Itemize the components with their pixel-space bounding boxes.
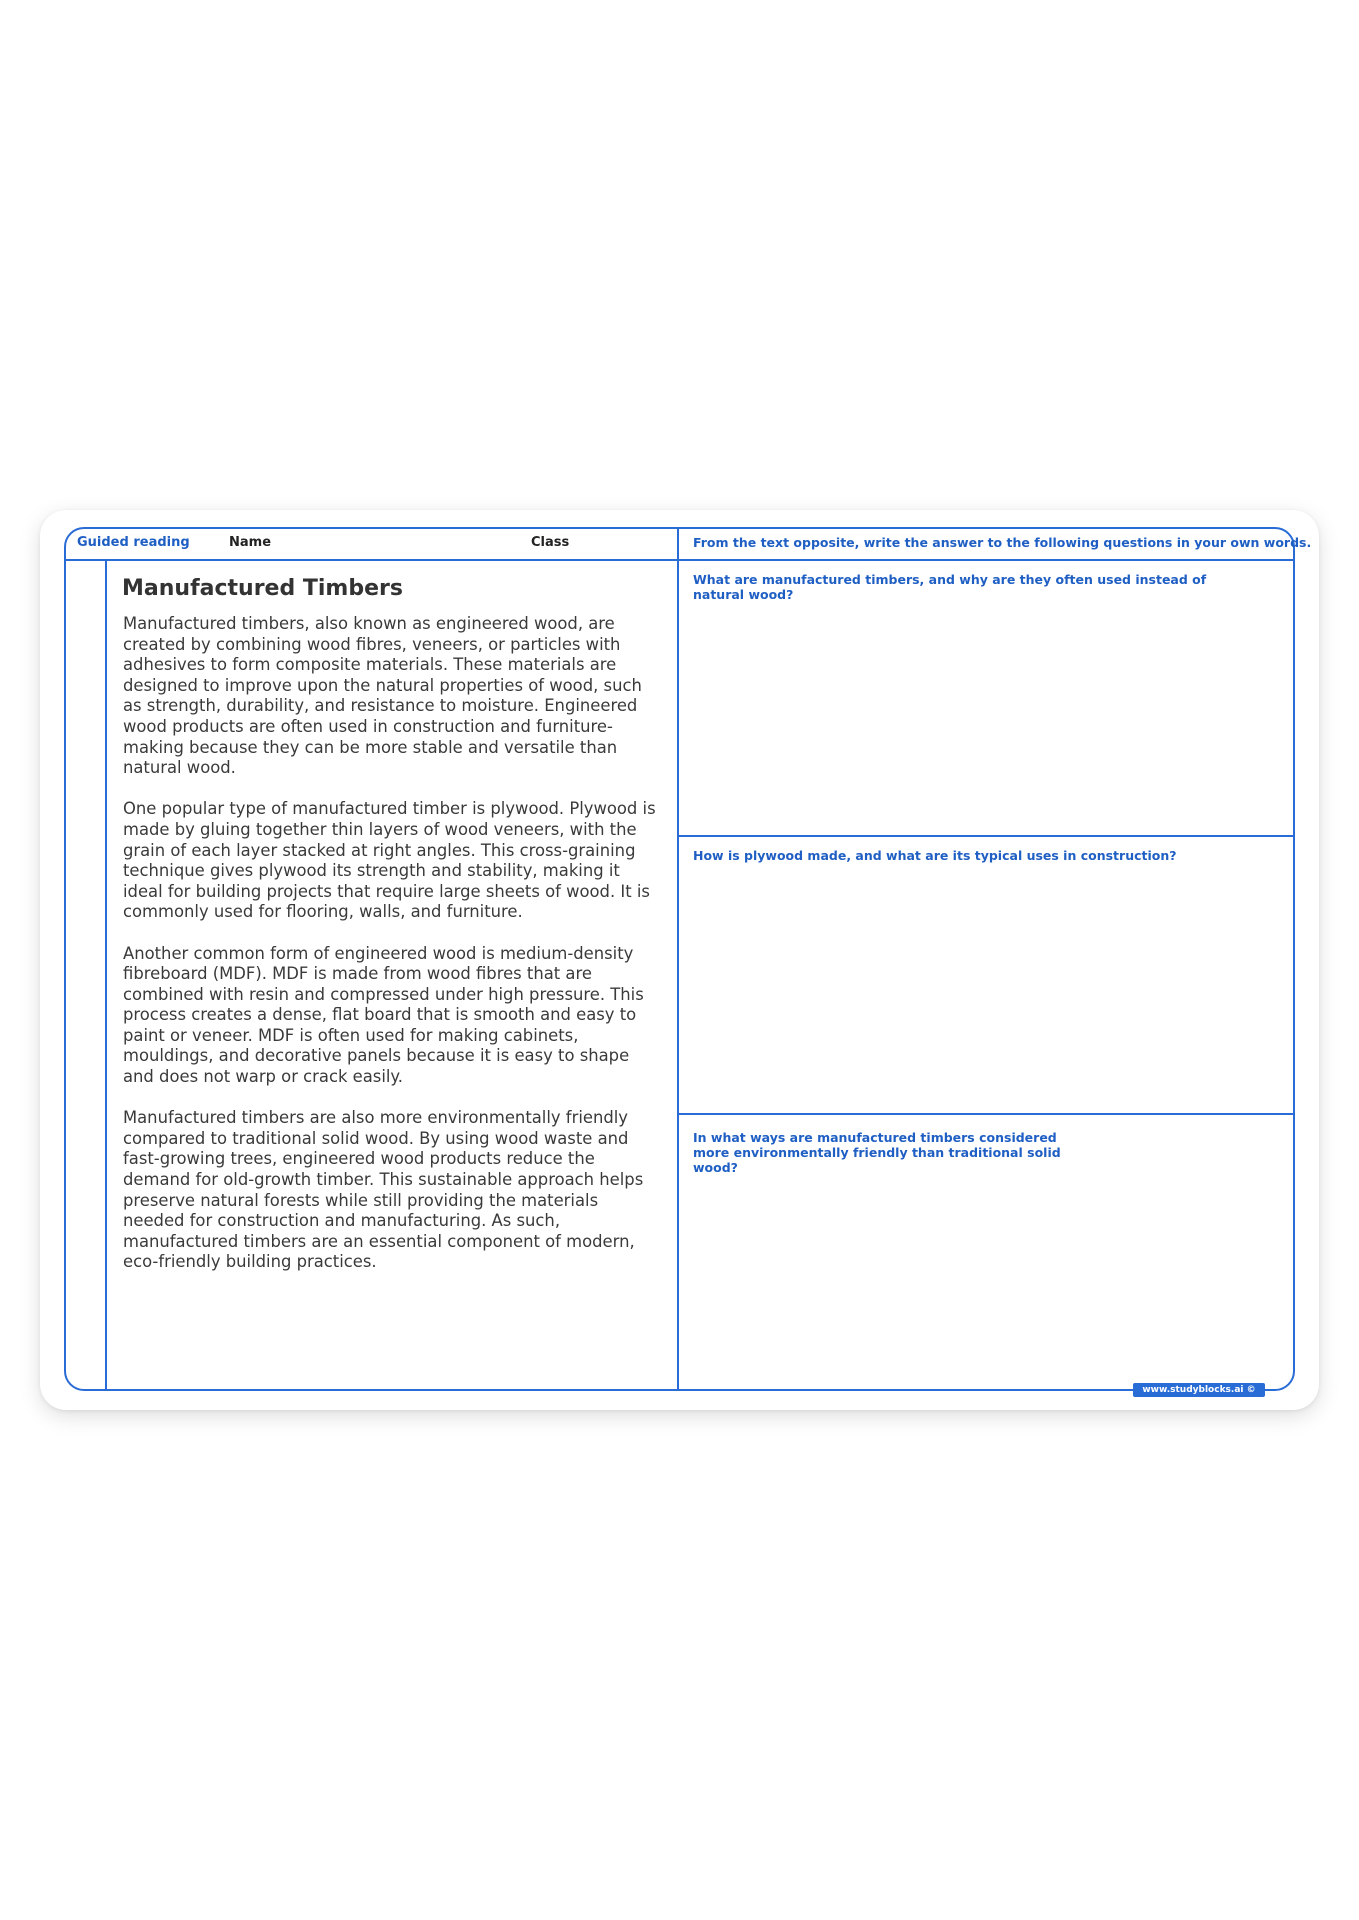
passage-body [123,614,663,1294]
question-divider-2 [678,1113,1294,1115]
guided-reading-label: Guided reading [77,535,190,550]
margin-line [105,560,107,1390]
instruction-text: From the text opposite, write the answer to the following questions in your own words. [693,535,1312,550]
name-label: Name [229,535,272,550]
website-badge: www.studyblocks.ai © 2024 [1133,1383,1265,1397]
question-2: How is plywood made, and what are its typical uses in construction? [693,848,1177,863]
column-divider [677,528,679,1390]
question-1: What are manufactured timbers, and why are they often used instead of natural wood? [693,572,1207,602]
question-divider-1 [678,835,1294,837]
header-divider [65,559,1294,561]
passage-paragraph: Manufactured timbers, also known as engineered wood, are created by combining wood fibres, veneers, or particles with adhesives to form composite materials. These materials are designed to improve upon the natural properties of wood, such as strength, durability, and resistance to moisture. Engineered wood products are often used in construction and furniture-making because they can be more stable and versatile than natural wood. [123,614,642,778]
question-3: In what ways are manufactured timbers considered more environmentally friendly than traditional solid wood? [693,1130,1061,1175]
passage-title: Manufactured Timbers [122,576,403,601]
passage-paragraph: Another common form of engineered wood is medium-density fibreboard (MDF). MDF is made from wood fibres that are combined with resin and compressed under high pressure. This process creates a dense, flat board that is smooth and easy to paint or veneer. MDF is often used for making cabinets, mouldings, and decorative panels because it is easy to shape and does not warp or crack easily. [123,943,644,1087]
passage-paragraph: Manufactured timbers are also more environmentally friendly compared to traditional solid wood. By using wood waste and fast-growing trees, engineered wood products reduce the demand for old-growth timber. This sustainable approach helps preserve natural forests while still providing the materials needed for construction and manufacturing. As such, manufactured timbers are an essential component of modern, eco-friendly building practices. [123,1108,644,1272]
passage-paragraph: One popular type of manufactured timber is plywood. Plywood is made by gluing together thin layers of wood veneers, with the grain of each layer stacked at right angles. This cross-graining technique gives plywood its strength and stability, making it ideal for building projects that require large sheets of wood. It is commonly used for flooring, walls, and furniture. [123,799,656,922]
class-label: Class [531,535,570,550]
